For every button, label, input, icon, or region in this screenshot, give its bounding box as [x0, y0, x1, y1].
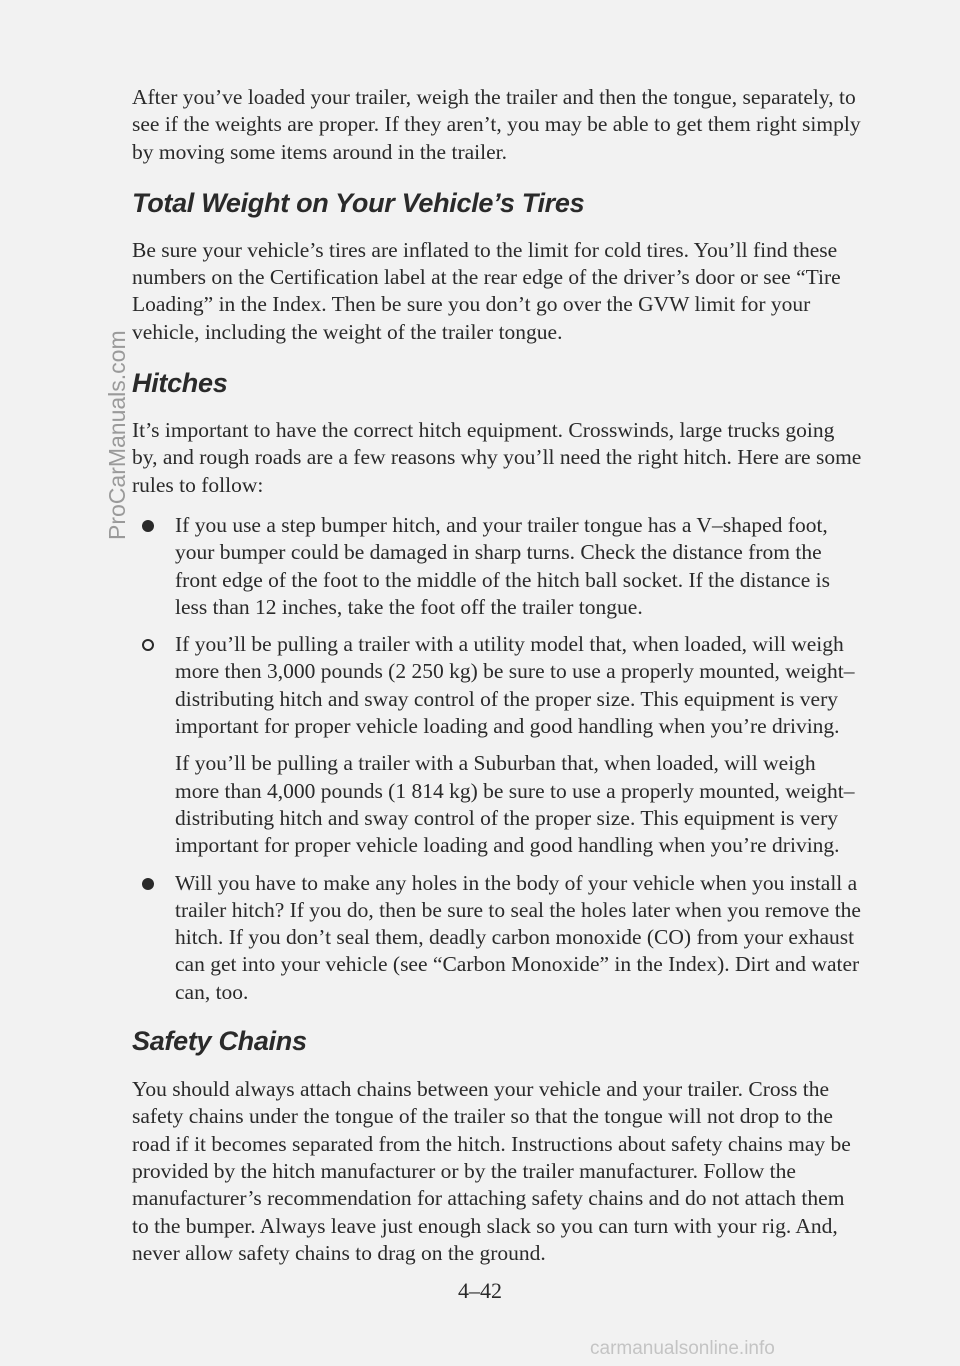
hitches-paragraph: It’s important to have the correct hitch equipment. Crosswinds, large trucks going by, and rough roads are a few reasons why you’ll need the right hitch. Here are some rules to follow:: [132, 418, 862, 497]
bottom-watermark: carmanualsonline.info: [590, 1338, 775, 1359]
bullet-icon: [142, 878, 154, 890]
bullet-icon: [142, 520, 154, 532]
intro-paragraph: After you’ve loaded your trailer, weigh the trailer and then the tongue, separately, to see if the weights are proper. If they aren’t, you may be able to get them right simply by moving some items around in the trailer.: [132, 85, 861, 164]
safety-chains-paragraph: You should always attach chains between your vehicle and your trailer. Cross the safety chains under the tongue of the trailer so that the tongue will not drop to the road if it becomes separated from the hitch. Instructions about safety chains may be provided by the hitch manufacturer or by the trailer manufacturer. Follow the manufacturer’s recommendation for attaching safety chains and do not attach them to the bumper. Always leave just enough slack so you can turn with your rig. And, never allow safety chains to drag on the ground.: [132, 1077, 851, 1265]
list-item: [132, 631, 862, 740]
list-item: [132, 750, 862, 859]
list-item: [132, 512, 862, 621]
bullet-icon: [142, 639, 154, 651]
list-item: [132, 870, 862, 1006]
list-item-text: If you use a step bumper hitch, and your trailer tongue has a V–shaped foot, your bumper could be damaged in sharp turns. Check the distance from the front edge of the foot to the middle of the hitch ball socket. If the distance is less than 12 inches, take the foot off the trailer tongue.: [175, 512, 830, 619]
section-heading-safety-chains: Safety Chains: [132, 1026, 307, 1057]
page-number: 4–42: [458, 1278, 502, 1303]
list-item-text: If you’ll be pulling a trailer with a utility model that, when loaded, will weigh more then 3,000 pounds (2 250 kg) be sure to use a properly mounted, weight–distributing hitch and sway control of the proper size. This equipment is very important for proper vehicle loading and good handling when you’re driving.: [175, 632, 855, 739]
hitch-rules-list: [132, 512, 862, 1006]
section-heading-hitches: Hitches: [132, 368, 228, 399]
section-heading-total-weight: Total Weight on Your Vehicle’s Tires: [132, 187, 585, 218]
total-weight-paragraph: Be sure your vehicle’s tires are inflated to the limit for cold tires. You’ll find these numbers on the Certification label at the rear edge of the driver’s door or see “Tire Loading” in the Index. Then be sure you don’t go over the GVW limit for your vehicle, including the weight of the trailer tongue.: [132, 237, 841, 344]
side-watermark: ProCarManuals.com: [104, 330, 130, 540]
list-item-text: If you’ll be pulling a trailer with a Suburban that, when loaded, will weigh more than 4,000 pounds (1 814 kg) be sure to use a properly mounted, weight–distributing hitch and sway control of the proper size. This equipment is very important for proper vehicle loading and good handling when you’re driving.: [175, 751, 855, 858]
page-content: [132, 84, 862, 1267]
list-item-text: Will you have to make any holes in the body of your vehicle when you install a trailer hitch? If you do, then be sure to seal the holes later when you remove the hitch. If you don’t seal them, deadly carbon monoxide (CO) from your exhaust can get into your vehicle (see “Carbon Monoxide” in the Index). Dirt and water can, too.: [175, 870, 861, 1004]
